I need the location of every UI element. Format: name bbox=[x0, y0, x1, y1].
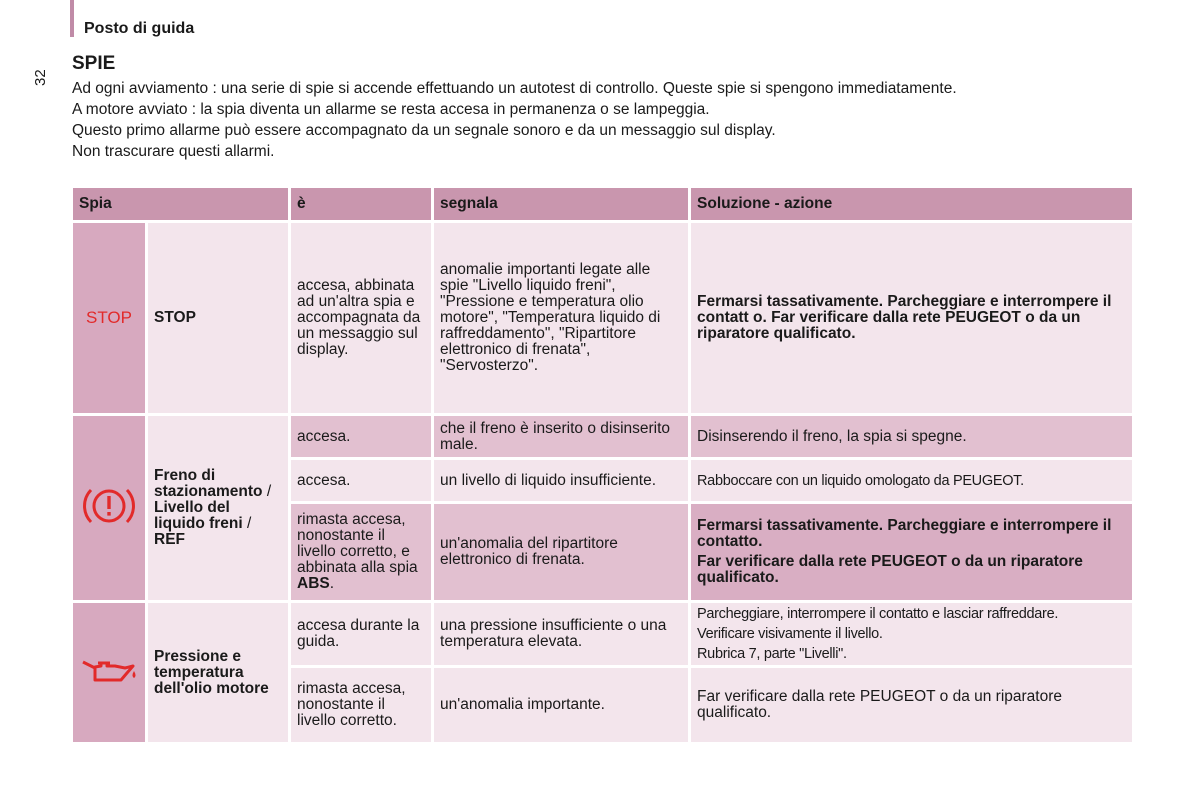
olio-2-soluzione: Far verificare dalla rete PEUGEOT o da un riparatore qualificato. bbox=[691, 668, 1132, 742]
page-number: 32 bbox=[32, 69, 49, 86]
olio-1-soluzione-line: Parcheggiare, interrompere il contatto e lasciar raffreddare. bbox=[697, 606, 1059, 622]
freno-name bbox=[148, 416, 288, 600]
freno-1-segnala: che il freno è inserito o disinserito male. bbox=[434, 416, 688, 457]
freno-3-soluzione-2: Far verificare dalla rete PEUGEOT o da un riparatore qualificato. bbox=[697, 553, 1083, 586]
freno-3-segnala: un'anomalia del ripartitore elettronico di frenata. bbox=[434, 504, 688, 600]
freno-name-part2: Livello del liquido freni bbox=[154, 499, 243, 532]
olio-1-soluzione-line: Rubrica 7, parte "Livelli". bbox=[697, 646, 847, 662]
intro-text bbox=[72, 81, 1132, 165]
brake-warning-icon bbox=[79, 481, 139, 531]
oil-icon-cell bbox=[73, 603, 145, 742]
olio-1-segnala: una pressione insufficiente o una temperatura elevata. bbox=[434, 603, 688, 665]
olio-1-soluzione bbox=[691, 603, 1132, 665]
olio-1-e: accesa durante la guida. bbox=[291, 603, 431, 665]
olio-2-segnala: un'anomalia importante. bbox=[434, 668, 688, 742]
header-soluzione: Soluzione - azione bbox=[691, 188, 1132, 220]
freno-3-e bbox=[291, 504, 431, 600]
freno-3-e-text: rimasta accesa, nonostante il livello corretto, e abbinata alla spia bbox=[297, 511, 418, 576]
freno-2-segnala: un livello di liquido insufficiente. bbox=[434, 460, 688, 501]
table-header-row bbox=[73, 188, 1132, 220]
olio-2-e: rimasta accesa, nonostante il livello corretto. bbox=[291, 668, 431, 742]
header-e: è bbox=[291, 188, 431, 220]
stop-icon-cell bbox=[73, 223, 145, 413]
intro-paragraph: Non trascurare questi allarmi. bbox=[72, 143, 275, 160]
warning-lights-table bbox=[70, 185, 1135, 745]
stop-name: STOP bbox=[148, 223, 288, 413]
section-marker-bar bbox=[70, 0, 74, 37]
page-title: SPIE bbox=[72, 53, 116, 74]
table-row-stop bbox=[73, 223, 1132, 413]
freno-name-part1: Freno di stazionamento bbox=[154, 467, 263, 500]
freno-1-soluzione: Disinserendo il freno, la spia si spegne. bbox=[691, 416, 1132, 457]
freno-3-soluzione-1: Fermarsi tassativamente. Parcheggiare e interrompere il contatto. bbox=[697, 517, 1112, 550]
intro-paragraph: A motore avviato : la spia diventa un allarme se resta accesa in permanenza o se lampeggia. bbox=[72, 101, 710, 118]
intro-paragraph: Ad ogni avviamento : una serie di spie si accende effettuando un autotest di controllo. Queste spie si spengono immediatamente. bbox=[72, 80, 957, 97]
freno-2-e: accesa. bbox=[291, 460, 431, 501]
table-row-freno-1 bbox=[73, 416, 1132, 457]
olio-name: Pressione e temperatura dell'olio motore bbox=[148, 603, 288, 742]
abs-label: ABS bbox=[297, 575, 330, 592]
freno-3-e-end: . bbox=[329, 575, 335, 592]
intro-paragraph: Questo primo allarme può essere accompagnato da un segnale sonoro e da un messaggio sul display. bbox=[72, 122, 776, 139]
stop-segnala: anomalie importanti legate alle spie "Livello liquido freni", "Pressione e temperatura olio motore", "Temperatura liquido di raffreddamento", "Ripartitore elettronico di frenata", "Servosterzo". bbox=[434, 223, 688, 413]
freno-name-sep2: / bbox=[242, 515, 252, 532]
brake-icon-cell bbox=[73, 416, 145, 600]
freno-2-soluzione: Rabboccare con un liquido omologato da PEUGEOT. bbox=[691, 460, 1132, 501]
oil-can-icon bbox=[79, 654, 139, 688]
stop-icon: STOP bbox=[86, 307, 132, 327]
table-row-olio-1 bbox=[73, 603, 1132, 665]
section-header: Posto di guida bbox=[84, 20, 195, 37]
stop-e: accesa, abbinata ad un'altra spia e accompagnata da un messaggio sul display. bbox=[291, 223, 431, 413]
freno-1-e: accesa. bbox=[291, 416, 431, 457]
stop-soluzione: Fermarsi tassativamente. Parcheggiare e interrompere il contatt o. Far verificare dalla rete PEUGEOT o da un riparatore qualificato. bbox=[691, 223, 1132, 413]
header-spia: Spia bbox=[73, 188, 288, 220]
freno-name-sep1: / bbox=[262, 483, 272, 500]
freno-3-soluzione bbox=[691, 504, 1132, 600]
olio-1-soluzione-line: Verificare visivamente il livello. bbox=[697, 626, 883, 642]
freno-name-part3: REF bbox=[154, 531, 185, 548]
header-segnala: segnala bbox=[434, 188, 688, 220]
